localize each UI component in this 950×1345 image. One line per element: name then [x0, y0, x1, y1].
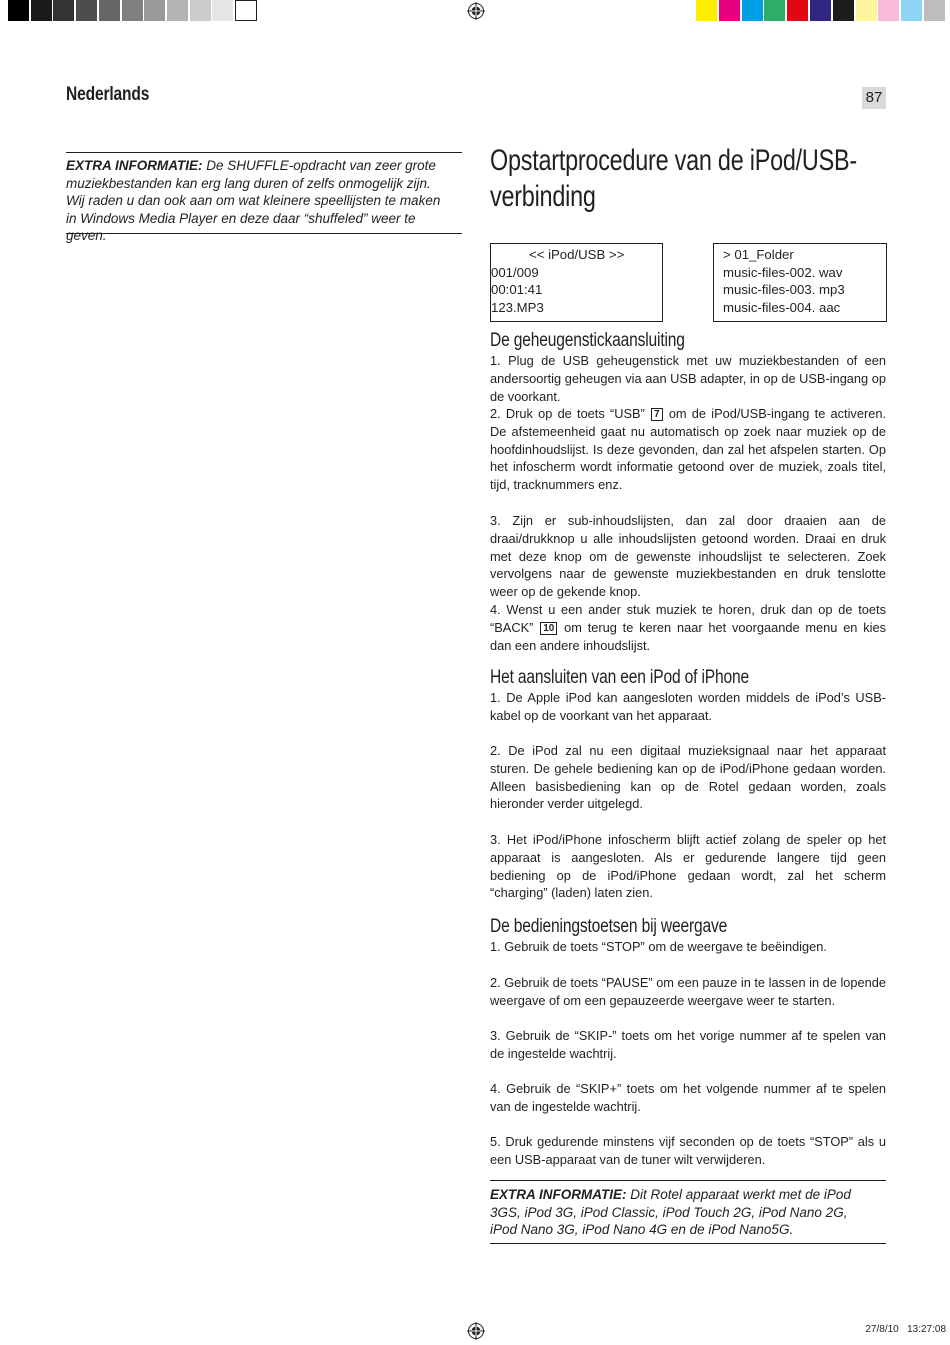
- paragraph: 5. Druk gedurende minstens vijf seconden op de toets “STOP” als u een USB-apparaat van de tuner wilt verwijderen.: [490, 1134, 886, 1167]
- display-line: 00:01:41: [491, 282, 543, 298]
- registration-mark-icon: [467, 2, 485, 20]
- gray-swatch: [235, 0, 257, 21]
- color-swatch: [833, 0, 855, 21]
- paragraph: 2. Gebruik de toets “PAUSE” om een pauze in te lassen in de lopende weergave of om een gepauzeerde weergave weer te starten.: [490, 975, 886, 1008]
- key-number-badge: 7: [651, 408, 663, 421]
- color-swatch: [787, 0, 809, 21]
- page-title: Opstartprocedure van de iPod/USB-verbinding: [490, 144, 857, 213]
- paragraph: 3. Gebruik de “SKIP-” toets om het vorige nummer af te spelen van de ingestelde wachtrij.: [490, 1028, 886, 1061]
- display-folder-list: [713, 243, 887, 322]
- color-swatch: [696, 0, 718, 21]
- display-line: << iPod/USB >>: [529, 247, 625, 262]
- registration-mark-icon: [467, 1322, 485, 1340]
- paragraph: 1. De Apple iPod kan aangesloten worden middels de iPod’s USB-kabel op de voorkant van het apparaat.: [490, 690, 886, 723]
- paragraph: [490, 405, 886, 494]
- gray-swatch: [53, 0, 75, 21]
- extra-info-note: [66, 157, 446, 245]
- color-swatch: [764, 0, 786, 21]
- note-label: EXTRA INFORMATIE:: [66, 158, 203, 173]
- section-heading: Het aansluiten van een iPod of iPhone: [490, 667, 749, 688]
- language-heading: Nederlands: [66, 84, 150, 105]
- gray-swatch: [144, 0, 166, 21]
- paragraph: 3. Zijn er sub-inhoudslijsten, dan zal door draaien aan de draai/drukknop u alle inhoudslijsten getoond worden. Draai en druk met deze knop om de gewenste inhoudslijst te selecteren. Zoek vervolgens naar de gewenste muziekbestanden en druk tenslotte weer op de gekende knop.: [490, 513, 886, 600]
- paragraph: 2. De iPod zal nu een digitaal muzieksignaal naar het apparaat sturen. De gehele bediening kan op de iPod/iPhone gedaan worden. Alleen basisbediening kan op de Rotel gedaan worden, zoals hieronder verder uitgelegd.: [490, 743, 886, 812]
- paragraph: 3. Het iPod/iPhone infoscherm blijft actief zolang de speler op het apparaat is aangesloten. Als er gedurende langere tijd geen bediening op de iPod/iPhone gedaan wordt, zal het scherm “charging” (laden) laten zien.: [490, 832, 886, 901]
- display-ipod-usb: [490, 243, 663, 322]
- print-timestamp: 27/8/10 13:27:08: [865, 1324, 946, 1335]
- gray-swatch: [190, 0, 212, 21]
- gray-swatch: [99, 0, 121, 21]
- extra-info-note: [490, 1186, 875, 1239]
- key-number-badge: 10: [540, 622, 557, 635]
- color-swatch: [924, 0, 946, 21]
- paragraph-text: om terug te keren naar het voorgaande menu en kies dan een andere inhoudslijst.: [490, 619, 886, 653]
- paragraph-text: 4. Wenst u een ander stuk muziek te horen, druk dan op de toets “BACK”: [490, 602, 886, 635]
- color-swatch: [901, 0, 923, 21]
- gray-swatch: [122, 0, 144, 21]
- divider: [66, 233, 462, 234]
- color-swatch: [878, 0, 900, 21]
- gray-swatch: [76, 0, 98, 21]
- display-line: > 01_Folder: [723, 247, 794, 262]
- display-line: 123.MP3: [491, 300, 544, 316]
- color-swatch: [719, 0, 741, 21]
- paragraph-text: om de iPod/USB-ingang te activeren. De afstemeenheid gaat nu automatisch op zoek naar muziek op de hoofdinhoudslijst. Is deze gevonden, dan zal het afspelen starten. Op het infoscherm wordt informatie getoond over de muziek, zoals titel, tijd, tracknummers enz.: [490, 406, 886, 493]
- note-label: EXTRA INFORMATIE:: [490, 1187, 627, 1202]
- color-swatch: [856, 0, 878, 21]
- display-line: music-files-002. wav: [723, 264, 843, 280]
- display-line: music-files-004. aac: [723, 300, 841, 316]
- gray-swatch: [167, 0, 189, 21]
- note-text: De SHUFFLE-opdracht van zeer grote muziekbestanden kan erg lang duren of zelfs onmogelijk zijn. Wij raden u dan ook aan om wat kleinere speellijsten te maken in Windows Media Player en deze daar “shuffeled” weer te geven.: [66, 158, 441, 244]
- divider: [490, 1243, 886, 1244]
- section-heading: De geheugenstickaansluiting: [490, 330, 685, 351]
- display-line: music-files-003. mp3: [723, 282, 845, 298]
- page-number: 87: [862, 87, 886, 109]
- paragraph: 1. Plug de USB geheugenstick met uw muziekbestanden of een andersoortig geheugen via aan USB adapter, in op de USB-ingang op de voorkant.: [490, 353, 886, 404]
- color-swatch: [810, 0, 832, 21]
- gray-swatch: [8, 0, 30, 21]
- divider: [490, 1180, 886, 1181]
- divider: [66, 152, 462, 153]
- color-swatch: [742, 0, 764, 21]
- section-heading: De bedieningstoetsen bij weergave: [490, 916, 728, 937]
- gray-swatch: [212, 0, 234, 21]
- paragraph: 4. Gebruik de “SKIP+” toets om het volgende nummer af te spelen van de ingestelde wachtrij.: [490, 1081, 886, 1114]
- paragraph: 1. Gebruik de toets “STOP” om de weergave te beëindigen.: [490, 939, 827, 954]
- paragraph: [490, 601, 886, 654]
- display-line: 001/009: [491, 264, 539, 280]
- note-text: Dit Rotel apparaat werkt met de iPod 3GS, iPod 3G, iPod Classic, iPod Touch 2G, iPod Nano 2G, iPod Nano 3G, iPod Nano 4G en de iPod Nano5G.: [490, 1187, 851, 1238]
- paragraph-text: 2. Druk op de toets “USB”: [490, 406, 645, 421]
- gray-swatch: [31, 0, 53, 21]
